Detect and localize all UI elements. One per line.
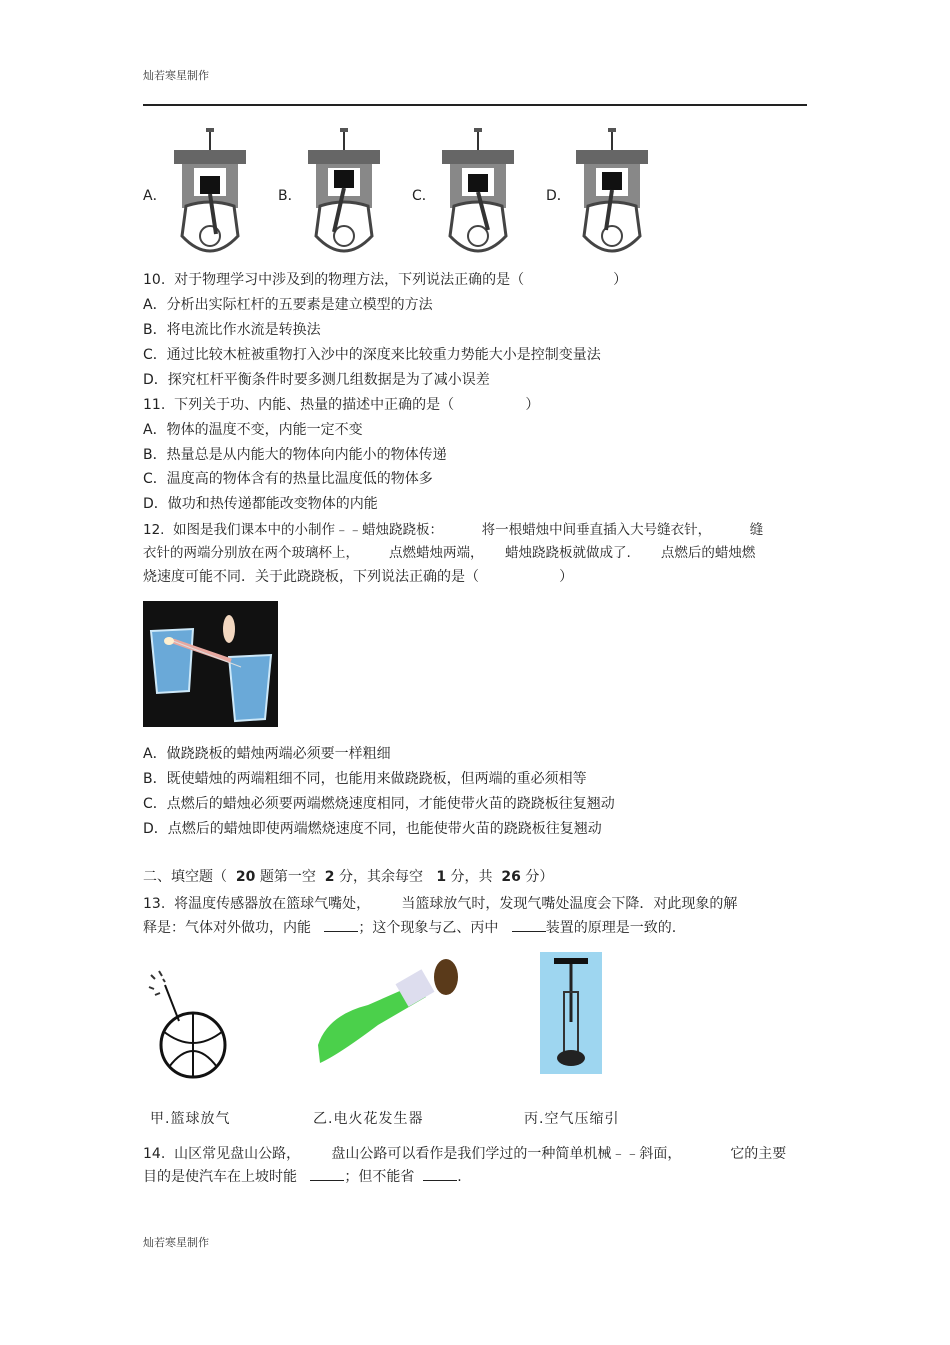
engine-diagram-a [172, 126, 248, 260]
q13-stem-line2: 释是：气体对外做功，内能 ；这个现象与乙、丙中 装置的原理是一致的. [143, 917, 676, 938]
q12-option-b: B．既使蜡烛的两端粗细不同，也能用来做跷跷板，但两端的重必须相等 [143, 771, 587, 787]
section2-heading: 二、填空题（ 20 题第一空 2 分，其余每空 1 分，共 26 分） [143, 869, 554, 885]
q14-blank-1[interactable] [310, 1166, 344, 1181]
q9-option-a-label: A． [143, 188, 167, 204]
q9-option-c-label: C． [412, 188, 436, 204]
q11-option-b: B．热量总是从内能大的物体向内能小的物体传递 [143, 447, 447, 463]
q12-option-a: A．做跷跷板的蜡烛两端必须要一样粗细 [143, 746, 391, 762]
q11-option-a: A．物体的温度不变，内能一定不变 [143, 422, 363, 438]
caption-jia: 甲.篮球放气 [150, 1111, 231, 1127]
page-header: 灿若寒星制作 [143, 69, 209, 82]
q14-stem-line1: 14. 山区常见盘山公路， 盘山公路可以看作是我们学过的一种简单机械﹣﹣斜面， 它的主要 [143, 1146, 787, 1162]
caption-bing: 丙.空气压缩引 [524, 1111, 620, 1127]
engine-diagram-b [306, 126, 382, 260]
candle-seesaw-photo [143, 601, 278, 727]
q12-stem-line1: 12. 如图是我们课本中的小制作﹣﹣蜡烛跷跷板： 将一根蜡烛中间垂直插入大号缝衣针， 缝 [143, 522, 764, 538]
q11-option-d: D．做功和热传递都能改变物体的内能 [143, 496, 378, 512]
q12-option-c: C．点燃后的蜡烛必须要两端燃烧速度相同，才能使带火苗的跷跷板往复翘动 [143, 796, 615, 812]
header-rule [143, 104, 807, 106]
q11-option-c: C．温度高的物体含有的热量比温度低的物体多 [143, 471, 433, 487]
q13-blank-1[interactable] [324, 917, 358, 932]
q10-option-a: A．分析出实际杠杆的五要素是建立模型的方法 [143, 297, 433, 313]
q14-blank-2[interactable] [423, 1166, 457, 1181]
q10-option-d: D．探究杠杆平衡条件时要多测几组数据是为了减小误差 [143, 372, 490, 388]
spark-generator-figure [308, 955, 468, 1075]
q10-option-b: B．将电流比作水流是转换法 [143, 322, 321, 338]
page-footer: 灿若寒星制作 [143, 1236, 209, 1249]
air-compression-figure [540, 952, 602, 1074]
q12-stem-line2: 衣针的两端分别放在两个玻璃杯上， 点燃蜡烛两端， 蜡烛跷跷板就做成了. 点燃后的蜡烛燃 [143, 545, 756, 561]
engine-diagram-c [440, 126, 516, 260]
q12-option-d: D．点燃后的蜡烛即使两端燃烧速度不同，也能使带火苗的跷跷板往复翘动 [143, 821, 602, 837]
q10-option-c: C．通过比较木桩被重物打入沙中的深度来比较重力势能大小是控制变量法 [143, 347, 601, 363]
basketball-deflating-figure [143, 965, 243, 1085]
q11-stem: 11. 下列关于功、内能、热量的描述中正确的是（ ） [143, 397, 540, 413]
q9-option-b-label: B． [278, 188, 302, 204]
engine-diagram-d [574, 126, 650, 260]
q10-stem: 10. 对于物理学习中涉及到的物理方法，下列说法正确的是（ ） [143, 272, 628, 288]
q13-blank-2[interactable] [512, 917, 546, 932]
q12-stem-line3: 烧速度可能不同．关于此跷跷板，下列说法正确的是（ ） [143, 569, 574, 585]
q13-stem-line1: 13. 将温度传感器放在篮球气嘴处， 当篮球放气时，发现气嘴处温度会下降．对此现象的解 [143, 896, 738, 912]
caption-yi: 乙.电火花发生器 [313, 1111, 424, 1127]
q9-option-d-label: D． [546, 188, 571, 204]
q14-stem-line2: 目的是使汽车在上坡时能 ；但不能省 . [143, 1166, 462, 1187]
